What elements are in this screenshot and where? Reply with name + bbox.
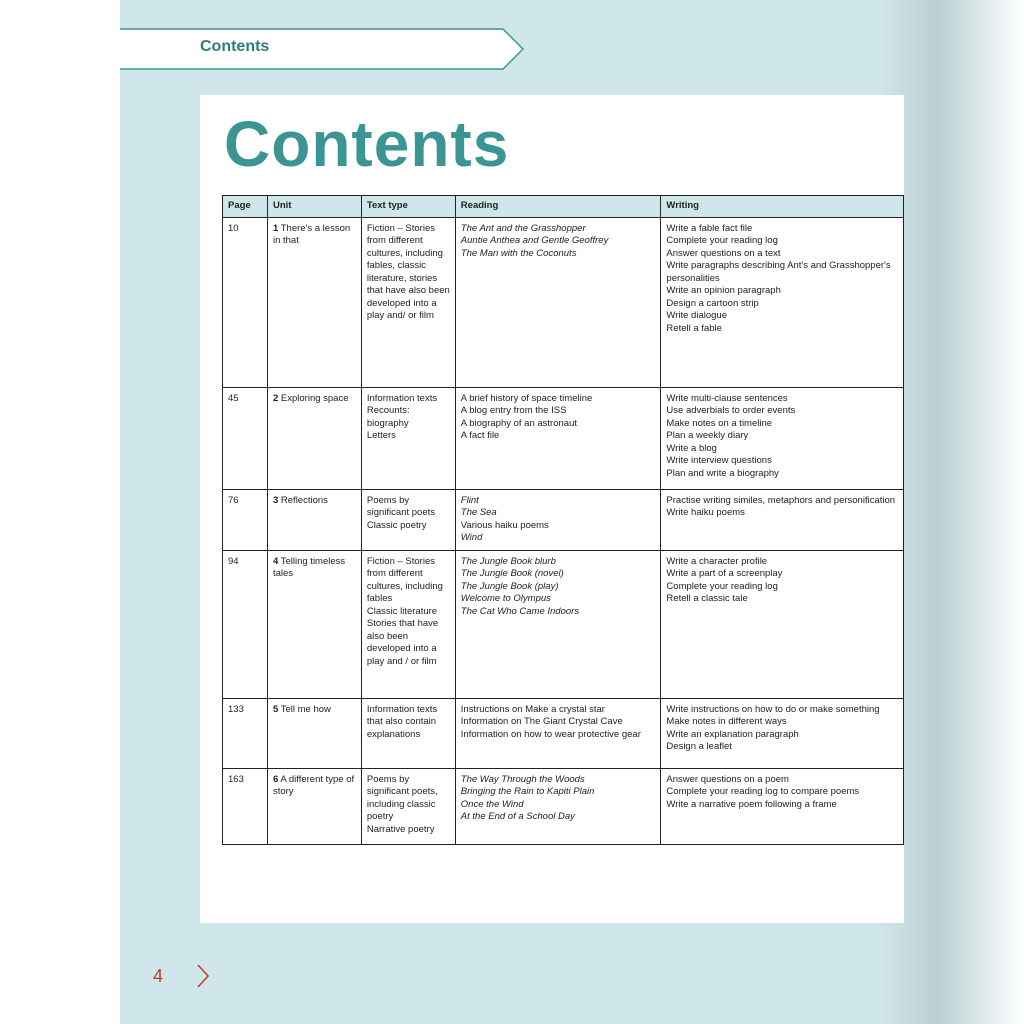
cell-writing <box>661 489 904 550</box>
unit-label <box>273 556 345 580</box>
reading-item: The Jungle Book blurb <box>460 555 556 567</box>
page-number-cell: 10 <box>228 222 239 234</box>
writing-item: Design a cartoon strip <box>666 297 759 309</box>
reading-item: Instructions on Make a crystal star <box>460 703 605 715</box>
cell-text-type <box>361 698 455 768</box>
unit-number: 3 <box>272 494 279 506</box>
writing-item: Plan a weekly diary <box>666 430 749 441</box>
cell-unit <box>267 217 361 387</box>
writing-item: Write a blog <box>666 442 717 454</box>
reading-item: The Sea <box>460 507 497 518</box>
writing-item: Write instructions on how to do or make something <box>666 703 880 715</box>
writing-item: Use adverbials to order events <box>666 405 796 416</box>
table-row <box>223 550 904 698</box>
page-number-cell: 94 <box>228 555 239 567</box>
reading-item: Information on how to wear protective gear <box>460 728 641 740</box>
text-type-item: Information texts <box>366 392 438 404</box>
text-type-item: Letters <box>366 430 396 441</box>
reading-item: Once the Wind <box>460 798 524 810</box>
writing-item: Make notes on a timeline <box>666 417 773 429</box>
unit-number: 5 <box>272 703 279 715</box>
cell-page <box>223 217 268 387</box>
reading-item: At the End of a School Day <box>460 811 575 822</box>
unit-title: Reflections <box>280 494 328 506</box>
section-header-label: Contents <box>200 38 270 55</box>
text-type-item: Recounts: biography <box>366 405 410 429</box>
cell-reading <box>455 387 661 489</box>
unit-label <box>273 704 331 715</box>
reading-item: The Ant and the Grasshopper <box>460 222 586 234</box>
text-type-item: Fiction – Stories from different cultures, including fables <box>366 555 443 604</box>
page-number-cell: 163 <box>228 773 244 785</box>
cell-writing <box>661 698 904 768</box>
writing-item: Retell a classic tale <box>666 593 748 604</box>
text-type-item: Narrative poetry <box>366 823 435 835</box>
cell-reading <box>455 698 661 768</box>
cell-page <box>223 489 268 550</box>
reading-item: A biography of an astronaut <box>460 417 577 429</box>
unit-label <box>273 495 328 506</box>
cell-reading <box>455 489 661 550</box>
reading-item: Wind <box>460 532 483 543</box>
unit-title: Exploring space <box>280 392 349 404</box>
writing-item: Complete your reading log <box>666 235 778 246</box>
writing-item: Write a character profile <box>666 555 768 567</box>
writing-item: Write a fable fact file <box>666 222 753 234</box>
page-number-cell: 133 <box>228 703 244 715</box>
cell-writing <box>661 768 904 844</box>
unit-title: Telling timeless tales <box>272 555 346 579</box>
writing-item: Write an explanation paragraph <box>666 728 799 740</box>
cell-text-type <box>361 489 455 550</box>
cell-text-type <box>361 768 455 844</box>
writing-item: Answer questions on a text <box>666 247 781 259</box>
cell-unit <box>267 387 361 489</box>
cell-page <box>223 387 268 489</box>
reading-item: A fact file <box>460 430 500 441</box>
reading-item: A blog entry from the ISS <box>460 405 567 416</box>
cell-page <box>223 550 268 698</box>
cell-reading <box>455 217 661 387</box>
writing-item: Retell a fable <box>666 322 722 334</box>
writing-item: Write an opinion paragraph <box>666 285 781 296</box>
reading-item: Information on The Giant Crystal Cave <box>460 716 623 727</box>
cell-unit <box>267 489 361 550</box>
cell-text-type <box>361 217 455 387</box>
header-tab-shape <box>120 28 525 70</box>
reading-item: The Cat Who Came Indoors <box>460 605 580 617</box>
reading-item: The Jungle Book (play) <box>460 580 559 592</box>
text-type-item: Poems by significant poets <box>366 494 435 518</box>
header-writing: Writing <box>661 196 904 218</box>
unit-label <box>273 774 354 798</box>
text-type-item: Classic poetry <box>366 519 427 531</box>
cell-page <box>223 768 268 844</box>
header-unit: Unit <box>267 196 361 218</box>
writing-item: Plan and write a biography <box>666 467 779 479</box>
text-type-item: Information texts that also contain explanations <box>366 703 438 740</box>
unit-number: 4 <box>272 555 279 567</box>
table-row <box>223 698 904 768</box>
page-number-cell: 76 <box>228 494 239 506</box>
unit-title: There's a lesson in that <box>272 222 351 246</box>
table-header-row <box>223 196 904 218</box>
cell-unit <box>267 550 361 698</box>
writing-item: Write a narrative poem following a frame <box>666 798 837 810</box>
table-body <box>223 217 904 844</box>
header-page: Page <box>223 196 268 218</box>
writing-item: Make notes in different ways <box>666 716 787 727</box>
cell-reading <box>455 768 661 844</box>
writing-item: Write dialogue <box>666 310 727 321</box>
reading-item: Bringing the Rain to Kapiti Plain <box>460 786 595 797</box>
cell-writing <box>661 387 904 489</box>
text-type-item: Classic literature <box>366 605 438 617</box>
contents-table <box>222 195 904 845</box>
page-number: 4 <box>153 966 164 986</box>
text-type-item: Stories that have also been developed into a play and / or film <box>366 618 439 667</box>
cell-reading <box>455 550 661 698</box>
cell-page <box>223 698 268 768</box>
writing-item: Write paragraphs describing Ant's and Grasshopper's personalities <box>666 260 891 284</box>
writing-item: Write a part of a screenplay <box>666 568 783 579</box>
reading-item: The Man with the Coconuts <box>460 247 577 259</box>
text-type-item: Fiction – Stories from different cultures, including fables, classic literature, stories that have also been developed into a play and/ or film <box>366 222 450 321</box>
writing-item: Practise writing similes, metaphors and personification Write haiku poems <box>666 494 896 518</box>
table-row <box>223 387 904 489</box>
cell-text-type <box>361 387 455 489</box>
chevron-right-icon[interactable] <box>196 963 210 989</box>
reading-item: Various haiku poems <box>460 519 549 531</box>
reading-item: Welcome to Olympus <box>460 593 551 604</box>
writing-item: Write interview questions <box>666 455 772 466</box>
reading-item: A brief history of space timeline <box>460 392 593 404</box>
reading-item: The Way Through the Woods <box>460 773 585 785</box>
unit-number: 2 <box>272 392 279 404</box>
unit-title: A different type of story <box>272 773 355 797</box>
unit-number: 1 <box>272 222 279 234</box>
cell-unit <box>267 768 361 844</box>
unit-title: Tell me how <box>280 703 331 715</box>
section-header-tab <box>120 28 525 70</box>
reading-item: Flint <box>460 494 479 506</box>
header-text-type: Text type <box>361 196 455 218</box>
unit-label <box>273 393 349 404</box>
page-title: Contents <box>224 108 510 180</box>
reading-item: The Jungle Book (novel) <box>460 568 564 579</box>
writing-item: Write multi-clause sentences <box>666 392 788 404</box>
table-row <box>223 489 904 550</box>
cell-writing <box>661 550 904 698</box>
writing-item: Complete your reading log <box>666 580 778 592</box>
cell-unit <box>267 698 361 768</box>
text-type-item: Poems by significant poets, including classic poetry <box>366 773 438 822</box>
header-reading: Reading <box>455 196 661 218</box>
unit-label <box>273 223 350 247</box>
unit-number: 6 <box>272 773 279 785</box>
table-row <box>223 768 904 844</box>
reading-item: Auntie Anthea and Gentle Geoffrey <box>460 235 609 246</box>
cell-text-type <box>361 550 455 698</box>
writing-item: Complete your reading log to compare poems <box>666 786 860 797</box>
cell-writing <box>661 217 904 387</box>
page-number-cell: 45 <box>228 392 239 404</box>
table-row <box>223 217 904 387</box>
writing-item: Design a leaflet <box>666 741 732 752</box>
contents-panel <box>200 95 904 923</box>
writing-item: Answer questions on a poem <box>666 773 789 785</box>
